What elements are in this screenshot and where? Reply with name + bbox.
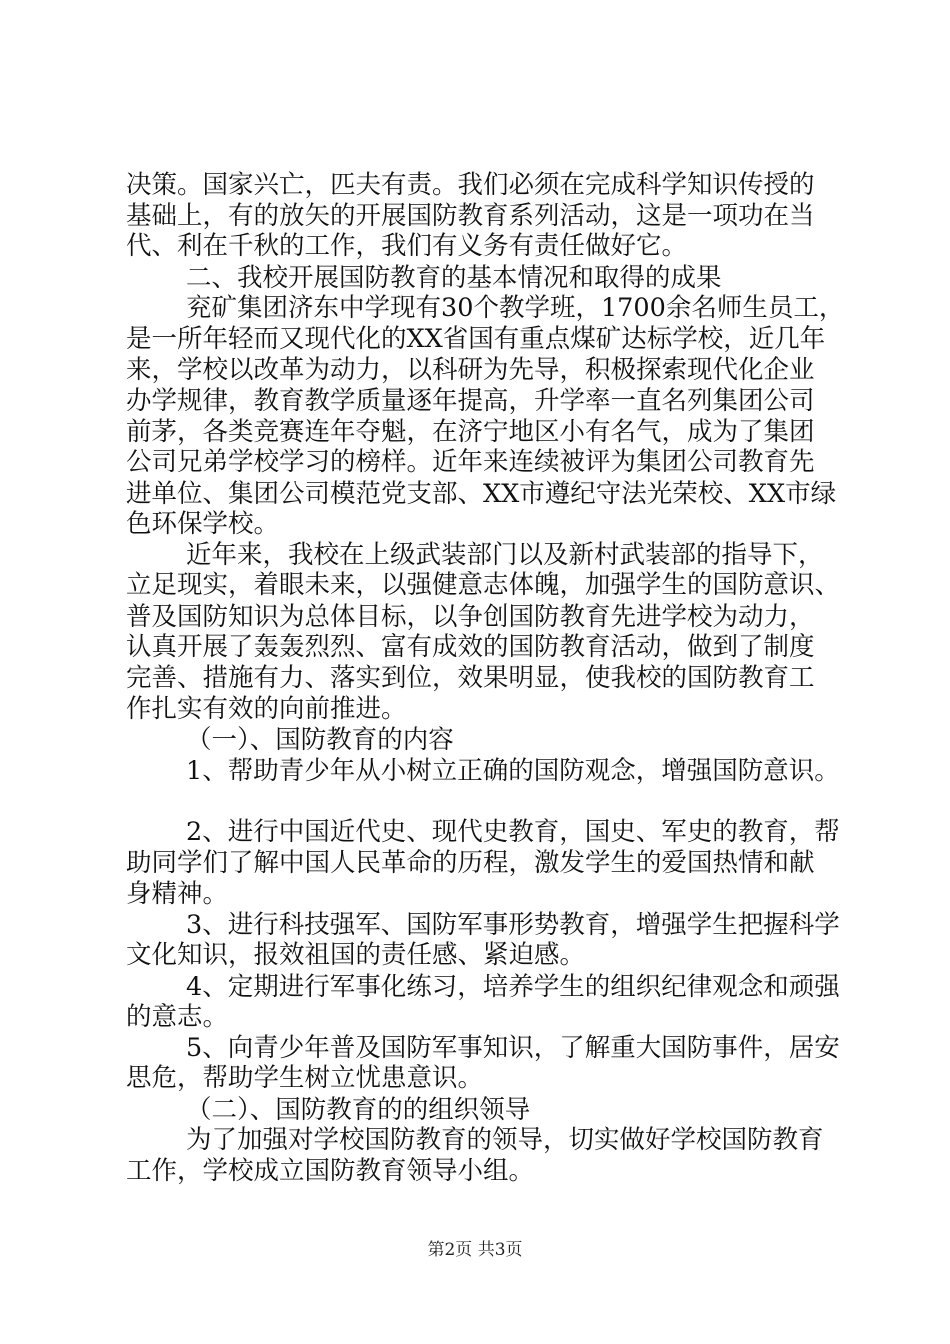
text-line: 助同学们了解中国人民革命的历程，激发学生的爱国热情和献: [126, 848, 815, 878]
text-line: 办学规律，教育教学质量逐年提高，升学率一直名列集团公司: [126, 386, 815, 416]
text-line: 普及国防知识为总体目标，以争创国防教育先进学校为动力，: [126, 602, 815, 632]
text-line: 思危，帮助学生树立忧患意识。: [126, 1063, 484, 1093]
text-line: 代、利在千秋的工作，我们有义务有责任做好它。: [126, 231, 688, 261]
list-item: 5、向青少年普及国防军事知识，了解重大国防事件，居安: [186, 1033, 840, 1063]
text-line: 兖矿集团济东中学现有30个教学班，1700余名师生员工，: [186, 293, 845, 323]
list-item: 2、进行中国近代史、现代史教育，国史、军史的教育，帮: [186, 817, 840, 847]
subsection-heading: （二）、国防教育的的组织领导: [186, 1095, 531, 1125]
page-number-footer: 第2页 共3页: [427, 1240, 523, 1260]
text-line: 完善、措施有力、落实到位，效果明显，使我校的国防教育工: [126, 663, 815, 693]
text-line: 认真开展了轰轰烈烈、富有成效的国防教育活动，做到了制度: [126, 632, 815, 662]
text-line: 立足现实，着眼未来，以强健意志体魄，加强学生的国防意识、: [126, 570, 841, 600]
text-line: 近年来，我校在上级武装部门以及新村武装部的指导下，: [186, 540, 824, 570]
text-line: 为了加强对学校国防教育的领导，切实做好学校国防教育: [186, 1125, 824, 1155]
text-line: 作扎实有效的向前推进。: [126, 694, 407, 724]
text-line: 公司兄弟学校学习的榜样。近年来连续被评为集团公司教育先: [126, 447, 815, 477]
subsection-heading: （一）、国防教育的内容: [186, 725, 454, 755]
text-line: 色环保学校。: [126, 509, 280, 539]
text-line: 进单位、集团公司模范党支部、XX市遵纪守法光荣校、XX市绿: [126, 479, 837, 509]
text-line: 工作，学校成立国防教育领导小组。: [126, 1156, 535, 1186]
text-line: 是一所年轻而又现代化的XX省国有重点煤矿达标学校，近几年: [126, 324, 826, 354]
text-line: 基础上，有的放矢的开展国防教育系列活动，这是一项功在当: [126, 201, 815, 231]
text-line: 文化知识，报效祖国的责任感、紧迫感。: [126, 940, 586, 970]
text-line: 决策。国家兴亡，匹夫有责。我们必须在完成科学知识传授的: [126, 170, 815, 200]
text-line: 的意志。: [126, 1002, 229, 1032]
text-line: 来，学校以改革为动力，以科研为先导，积极探索现代化企业: [126, 355, 815, 385]
text-line: 前茅，各类竞赛连年夺魁，在济宁地区小有名气，成为了集团: [126, 417, 815, 447]
list-item: 3、进行科技强军、国防军事形势教育，增强学生把握科学: [186, 910, 840, 940]
list-item: 4、定期进行军事化练习，培养学生的组织纪律观念和顽强: [186, 972, 840, 1002]
text-line: 身精神。: [126, 879, 229, 909]
list-item: 1、帮助青少年从小树立正确的国防观念，增强国防意识。: [186, 756, 840, 786]
section-heading: 二、我校开展国防教育的基本情况和取得的成果: [186, 263, 722, 293]
